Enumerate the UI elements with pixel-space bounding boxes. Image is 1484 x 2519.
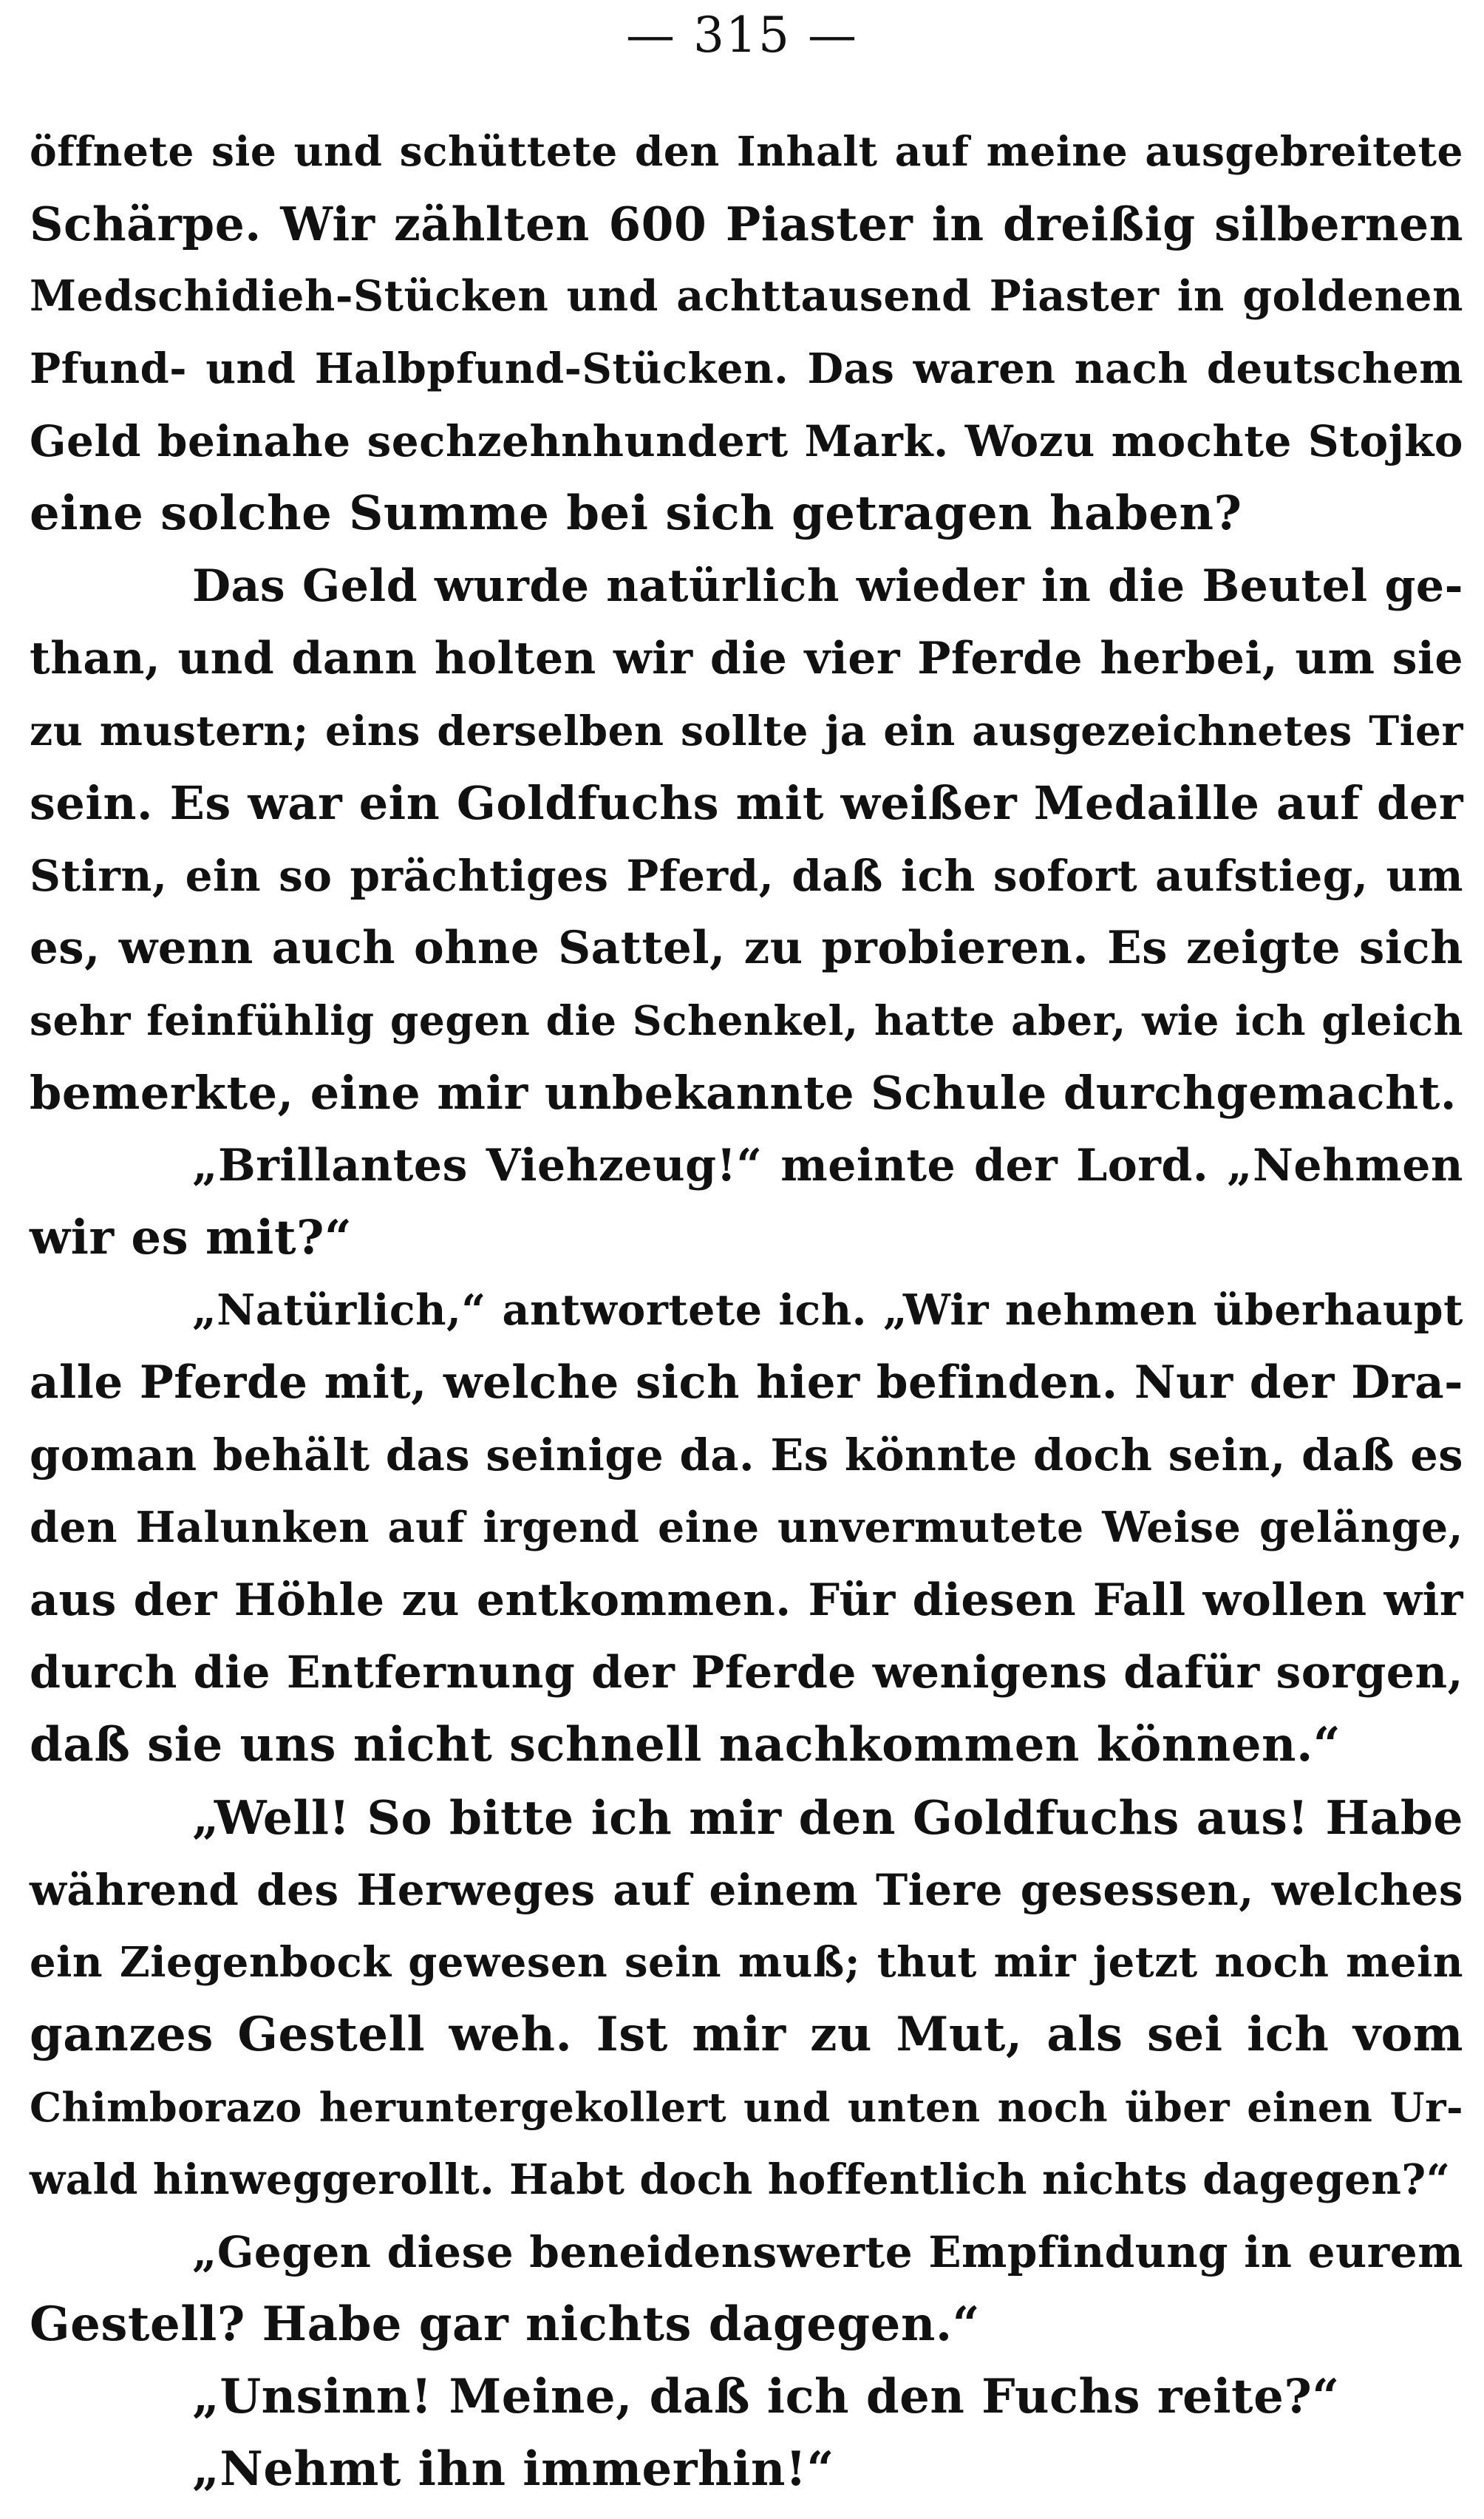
text-line: Schärpe. Wir zählten 600 Piaster in dreißig silbernen — [30, 197, 1463, 251]
text-line: „Unsinn! Meine, daß ich den Fuchs reite?“ — [192, 2369, 1340, 2424]
text-line: den Halunken auf irgend eine unvermutete Weise gelänge, — [30, 1503, 1463, 1552]
text-line: ein Ziegenbock gewesen sein muß; thut mir jetzt noch mein — [30, 1938, 1463, 1987]
text-line: eine solche Summe bei sich getragen haben? — [30, 486, 1242, 541]
text-line: wald hinweggerollt. Habt doch hoffentlich nichts dagegen?“ — [30, 2155, 1451, 2204]
text-line: Stirn, ein so prächtiges Pferd, daß ich sofort aufstieg, um — [30, 851, 1463, 901]
text-line: Gestell? Habe gar nichts dagegen.“ — [30, 2297, 980, 2352]
text-line: goman behält das seinige da. Es könnte doch sein, daß es — [30, 1430, 1463, 1481]
text-line: „Nehmt ihn immerhin!“ — [192, 2441, 834, 2497]
text-line: öffnete sie und schüttete den Inhalt auf meine ausgebreitete — [30, 127, 1463, 175]
text-line: durch die Entfernung der Pferde wenigens dafür sorgen, — [30, 1647, 1463, 1699]
text-line: „Well! So bitte ich mir den Goldfuchs aus! Habe — [192, 1790, 1463, 1845]
text-line: „Gegen diese beneidenswerte Empfindung in eurem — [192, 2227, 1463, 2277]
text-line: sein. Es war ein Goldfuchs mit weißer Medaille auf der — [30, 776, 1463, 830]
text-line: „Brillantes Viehzeug!“ meinte der Lord. „Nehmen — [192, 1140, 1463, 1191]
text-line: ganzes Gestell weh. Ist mir zu Mut, als sei ich vom — [30, 2007, 1463, 2062]
text-line: Pfund- und Halbpfund-Stücken. Das waren nach deutschem — [30, 344, 1463, 393]
text-line: daß sie uns nicht schnell nachkommen können.“ — [30, 1717, 1341, 1772]
text-line: sehr feinfühlig gegen die Schenkel, hatte aber, wie ich gleich — [30, 996, 1463, 1044]
text-line: Geld beinahe sechzehnhundert Mark. Wozu mochte Stojko — [30, 416, 1463, 466]
page-number: — 315 — — [626, 7, 858, 64]
text-line: aus der Höhle zu entkommen. Für diesen Fall wollen wir — [30, 1574, 1463, 1626]
body-text — [30, 115, 1463, 2506]
text-line: es, wenn auch ohne Sattel, zu probieren. Es zeigte sich — [30, 922, 1463, 974]
text-line: alle Pferde mit, welche sich hier befinden. Nur der Dra- — [30, 1356, 1463, 1409]
text-line: than, und dann holten wir die vier Pferde herbei, um sie — [30, 633, 1463, 684]
text-line: während des Herweges auf einem Tiere gesessen, welches — [30, 1865, 1463, 1915]
text-line: bemerkte, eine mir unbekannte Schule durchgemacht. — [30, 1066, 1457, 1120]
text-line: zu mustern; eins derselben sollte ja ein ausgezeichnetes Tier — [30, 707, 1463, 755]
text-line: Das Geld wurde natürlich wieder in die Beutel ge- — [192, 560, 1463, 612]
text-line: Chimborazo heruntergekollert und unten noch über einen Ur- — [30, 2084, 1463, 2131]
text-line: wir es mit?“ — [30, 1210, 353, 1265]
text-line: „Natürlich,“ antwortete ich. „Wir nehmen überhaupt — [192, 1285, 1463, 1335]
text-line: Medschidieh-Stücken und achttausend Piaster in goldenen — [30, 271, 1463, 321]
